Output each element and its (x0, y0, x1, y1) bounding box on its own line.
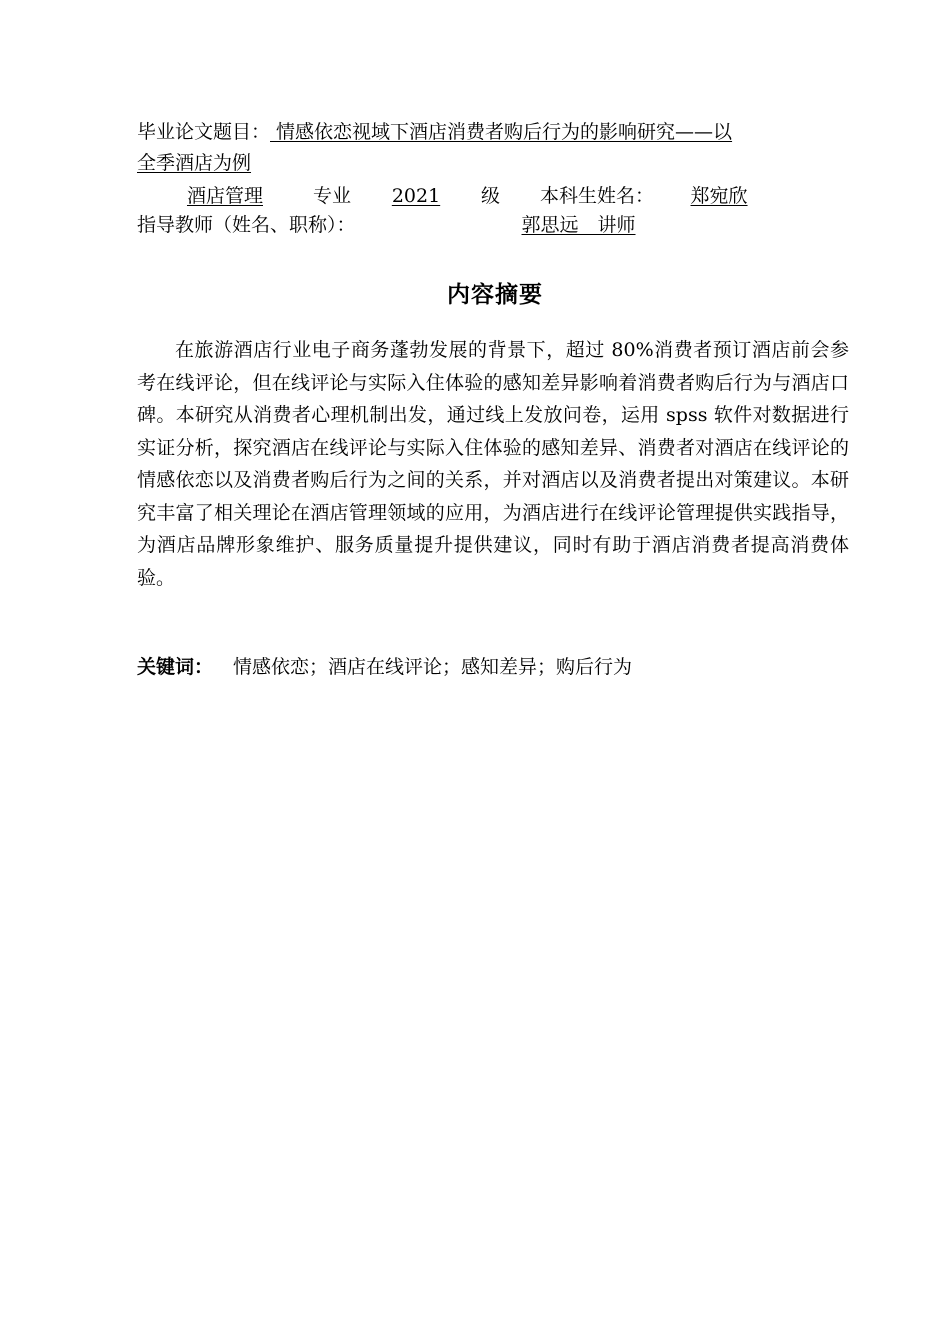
abstract-heading: 内容摘要 (447, 282, 543, 308)
student-name-value: 郑宛欣 (690, 185, 748, 207)
thesis-title-row (137, 119, 732, 145)
major-row (137, 183, 784, 209)
thesis-title-line1: 情感依恋视域下酒店消费者购后行为的影响研究——以 (270, 121, 733, 143)
year-value: 2021 (391, 185, 441, 207)
advisor-value: 郭思远 讲师 (521, 214, 636, 236)
major-label: 专业 (313, 185, 352, 207)
keywords-row (137, 654, 632, 680)
keywords-label: 关键词： (137, 656, 214, 678)
keywords-value: 情感依恋；酒店在线评论；感知差异；购后行为 (233, 656, 633, 678)
major-value: 酒店管理 (186, 185, 263, 207)
thesis-title-row-2 (137, 150, 251, 176)
advisor-row (137, 212, 650, 238)
abstract-body: 在旅游酒店行业电子商务蓬勃发展的背景下，超过 80%消费者预订酒店前会参考在线评论，但在线评论与实际入住体验的感知差异影响着消费者购后行为与酒店口碑。本研究从消费者心理机制出发，通过线上发放问卷，运用 spss 软件对数据进行实证分析，探究酒店在线评论与实际入住体验的感知差异、消费者对酒店在线评论的情感依恋以及消费者购后行为之间的关系，并对酒店以及消费者提出对策建议。本研究丰富了相关理论在酒店管理领域的应用，为酒店进行在线评论管理提供实践指导，为酒店品牌形象维护、服务质量提升提供建议，同时有助于酒店消费者提高消费体验。 (137, 339, 849, 589)
thesis-title-label: 毕业论文题目： (137, 121, 271, 143)
year-label: 级 (481, 185, 501, 207)
student-name-label: 本科生姓名： (540, 185, 655, 207)
thesis-title-line2: 全季酒店为例 (137, 152, 252, 174)
advisor-label: 指导教师（姓名、职称）： (137, 214, 356, 236)
